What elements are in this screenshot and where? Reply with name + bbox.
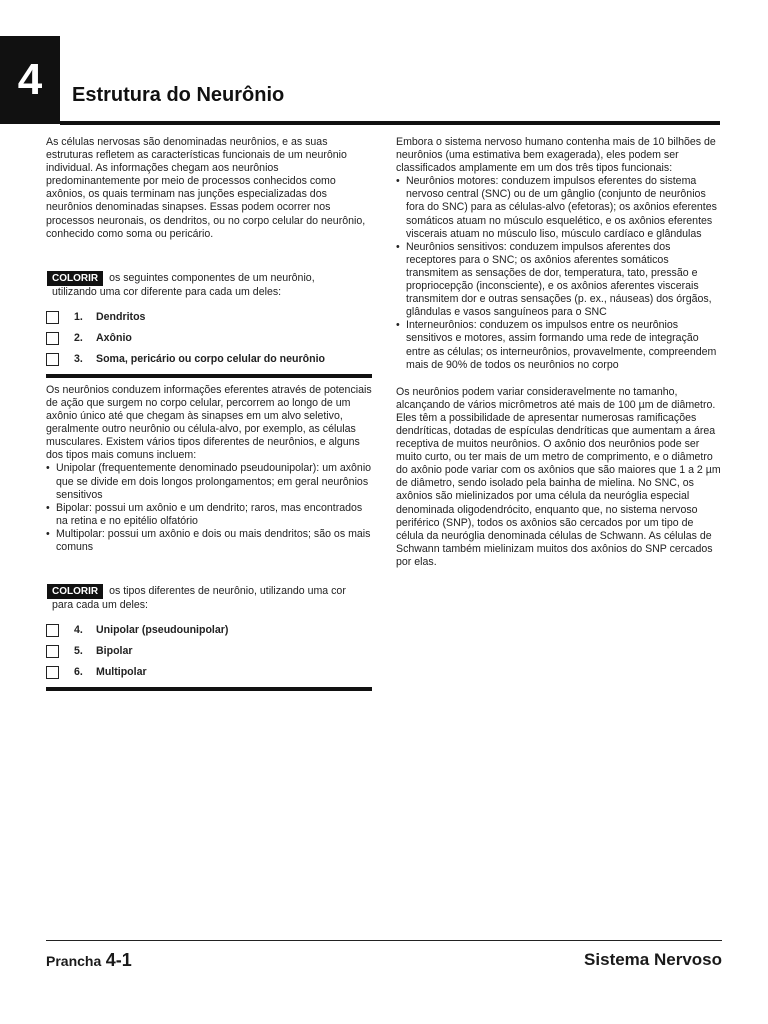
- intro-paragraph: As células nervosas são denominadas neurônios, e as suas estruturas refletem as características funcionais de um neurônio individual. As informações chegam aos neurônios predominantemente por meio de processos conhecidos como axônios, os quais terminam nas junções especializadas dos neurônios denominadas sinapses. Essas podem ocorrer nos processos neuronais, os dendritos, ou no corpo celular do neurônio, conhecido como soma ou pericário.: [46, 136, 366, 240]
- functional-intro-paragraph: Embora o sistema nervoso humano contenha mais de 10 bilhões de neurônios (uma estimativa bem exagerada), eles podem ser classificados amplamente em um dos três tipos funcionais:: [396, 136, 716, 175]
- size-paragraph: Os neurônios podem variar consideravelmente no tamanho, alcançando de vários micrômetros até mais de 100 µm de diâmetro. Eles têm a possibilidade de apresentar numerosas ramificações dendríticas, dotadas de espículas dendríticas que aumentam a área receptiva de muitos neurônios. O axônio dos neurônios pode ser muito curto, ou ter mais de um metro de comprimento, e o diâmetro do axônio pode variar com os axônios que são maiores que 1 a 2 µm de diâmetro, sendo isolado pela bainha de mielina. No SNC, os axônios são mielinizados por uma célula da neuróglia especial denominada oligodendrócito, enquanto que, no sistema nervoso periférico (SNP), todos os axônios são cercados por um tipo de célula da neuróglia denominada células de Schwann. As células de Schwann também mielinizam muitos dos axônios do SNP cercados por elas.: [396, 385, 721, 568]
- item-label: Soma, pericário ou corpo celular do neurônio: [96, 352, 325, 365]
- bullet-item: • Multipolar: possui um axônio e dois ou mais dendritos; são os mais comuns: [46, 528, 372, 554]
- item-number: 1.: [74, 310, 83, 323]
- color-instruction-types: [46, 584, 372, 691]
- color-instruction-line: [46, 584, 372, 599]
- checkbox[interactable]: [46, 353, 59, 366]
- left-column: [46, 136, 372, 691]
- type-checklist: [46, 620, 372, 683]
- color-instruction-components: [46, 271, 372, 378]
- color-tag: COLORIR: [47, 584, 103, 599]
- item-number: 5.: [74, 645, 83, 658]
- bullet-item: • Neurônios motores: conduzem impulsos eferentes do sistema nervoso central (SNC) ou de um gânglio (conjunto de neurônios fora do SNC) para as células-alvo (efetoras); os axônios eferentes somáticos atuam no músculo esquelético, e os axônios eferentes viscerais atuam no músculo liso, músculo cardíaco e glândulas: [396, 175, 722, 240]
- color-instruction-sub: para cada um deles:: [52, 599, 148, 612]
- component-checklist: [46, 307, 372, 370]
- chapter-number: 4: [0, 36, 60, 124]
- section-rule: [46, 374, 372, 378]
- color-instruction-text: os seguintes componentes de um neurônio,: [109, 271, 315, 284]
- checklist-item-soma[interactable]: [46, 349, 372, 370]
- footer-divider: [46, 940, 722, 941]
- checklist-item-unipolar[interactable]: [46, 620, 372, 641]
- plate-label: [46, 950, 132, 971]
- section-name: Sistema Nervoso: [584, 950, 722, 969]
- bullet-item: • Bipolar: possui um axônio e um dendrito; raros, mas encontrados na retina e no epitélio olfatório: [46, 502, 372, 528]
- checkbox[interactable]: [46, 645, 59, 658]
- checkbox[interactable]: [46, 624, 59, 637]
- neuron-types-list: [46, 462, 372, 554]
- bullet-item: • Neurônios sensitivos: conduzem impulsos aferentes dos receptores para o SNC; os axônios aferentes somáticos transmitem as sensações de dor, temperatura, tato, pressão e propriocepção (inconsciente), e os axônios aferentes viscerais transmitem dor e outras sensações (p. ex., náuseas) dos órgãos, glândulas e vasos sanguíneos para o SNC: [396, 241, 722, 320]
- checklist-item-axonio[interactable]: [46, 328, 372, 349]
- item-number: 3.: [74, 352, 83, 365]
- checklist-item-bipolar[interactable]: [46, 641, 372, 662]
- section-rule: [46, 687, 372, 691]
- item-number: 2.: [74, 331, 83, 344]
- checkbox[interactable]: [46, 666, 59, 679]
- color-instruction-sub: utilizando uma cor diferente para cada um deles:: [52, 285, 282, 298]
- checkbox[interactable]: [46, 311, 59, 324]
- plate-label-text: Prancha: [46, 953, 102, 969]
- right-column: [396, 136, 722, 569]
- item-number: 4.: [74, 624, 83, 637]
- bullet-item: • Unipolar (frequentemente denominado pseudounipolar): um axônio que se divide em dois longos prolongamentos; em geral neurônios sensitivos: [46, 462, 372, 501]
- plate-number: 4-1: [105, 950, 132, 970]
- color-tag: COLORIR: [47, 271, 103, 286]
- color-instruction-text: os tipos diferentes de neurônio, utilizando uma cor: [109, 585, 346, 598]
- checkbox[interactable]: [46, 332, 59, 345]
- bullet-item: • Interneurônios: conduzem os impulsos entre os neurônios sensitivos e motores, assim formando uma rede de integração entre as células; os interneurônios, provavelmente, compreendem mais de 90% de todos os neurônios no corpo: [396, 319, 722, 371]
- item-label: Unipolar (pseudounipolar): [96, 624, 229, 637]
- item-label: Multipolar: [96, 666, 147, 679]
- title-divider: [60, 121, 720, 125]
- checklist-item-dendritos[interactable]: [46, 307, 372, 328]
- item-label: Bipolar: [96, 645, 133, 658]
- item-label: Dendritos: [96, 310, 146, 323]
- color-instruction-line: [46, 271, 372, 286]
- item-number: 6.: [74, 666, 83, 679]
- types-intro-paragraph: Os neurônios conduzem informações eferentes através de potenciais de ação que surgem no corpo celular, percorrem ao longo de um axônio único até que chegam às sinapses em um alvo seletivo, geralmente outro neurônio ou célula-alvo, por exemplo, as células musculares. Existem vários tipos diferentes de neurônios, e alguns dos tipos mais comuns incluem:: [46, 383, 372, 462]
- item-label: Axônio: [96, 331, 132, 344]
- functional-types-list: [396, 175, 722, 371]
- page-title: Estrutura do Neurônio: [72, 84, 285, 106]
- checklist-item-multipolar[interactable]: [46, 662, 372, 683]
